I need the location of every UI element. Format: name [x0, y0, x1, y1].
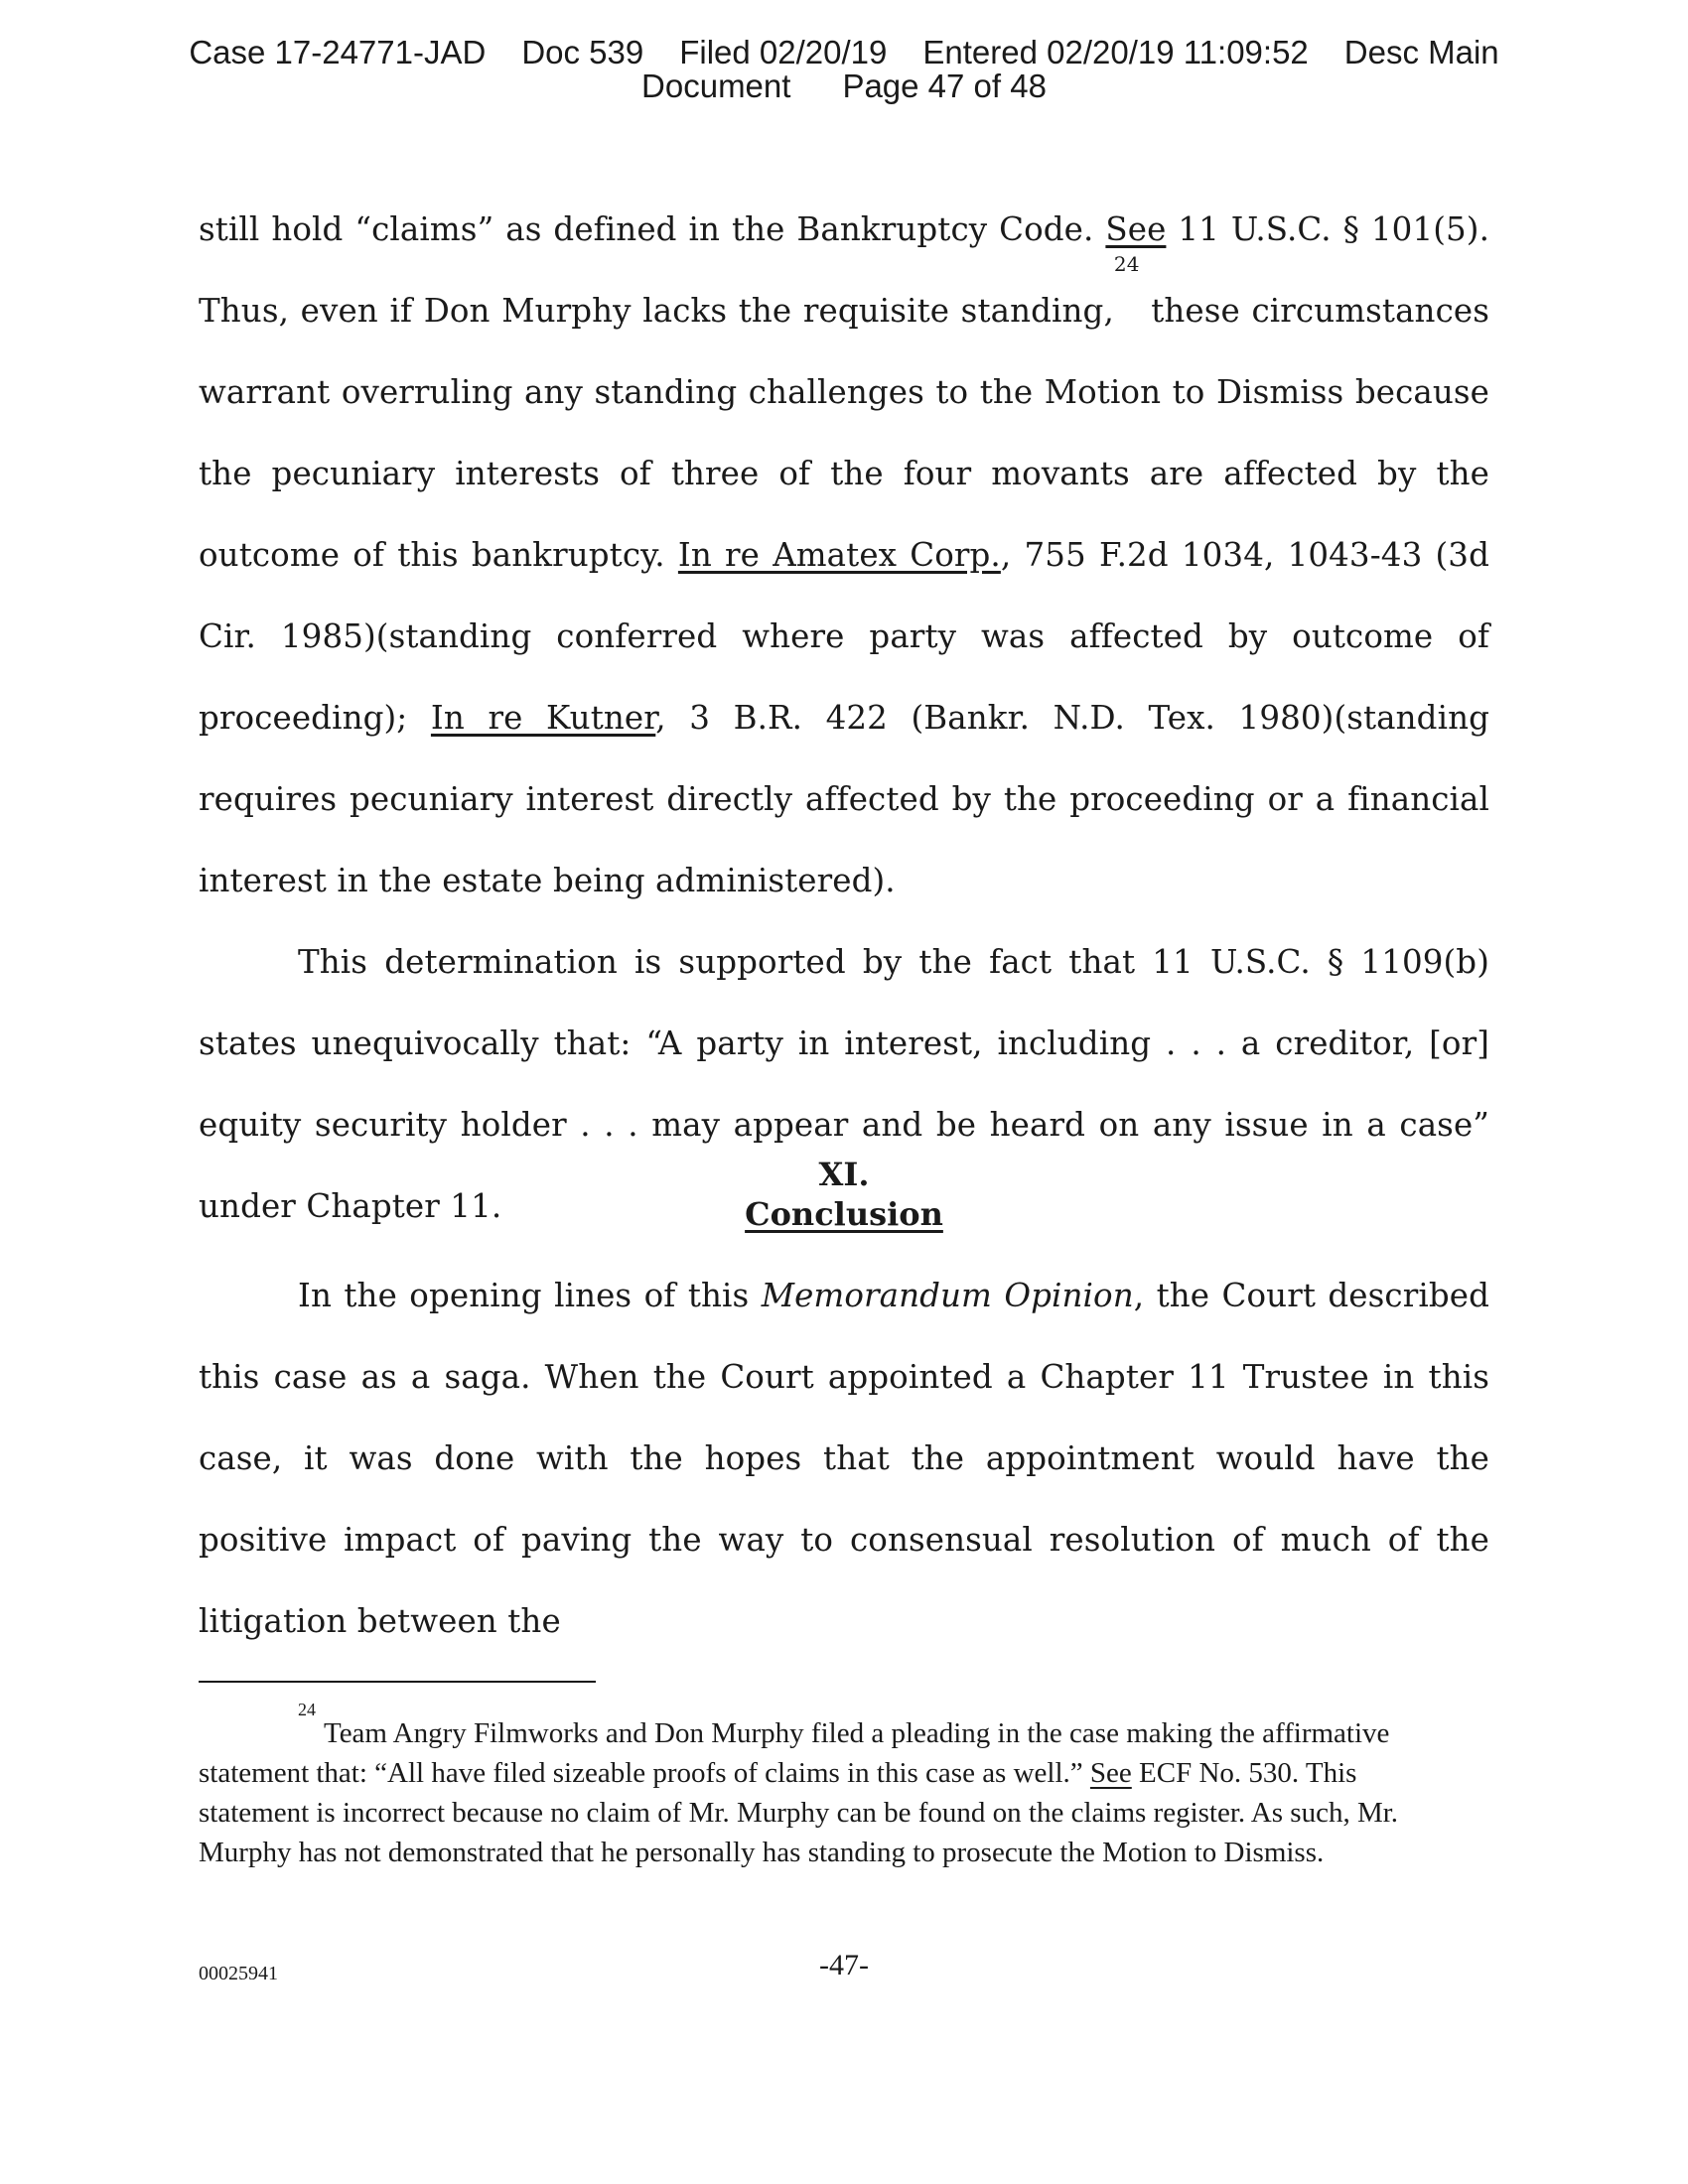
desc-label: Desc Main — [1343, 34, 1499, 70]
footnote-number: 24 — [298, 1700, 316, 1719]
entered-date: Entered 02/20/19 11:09:52 — [922, 34, 1309, 70]
opinion-body — [199, 189, 1489, 1247]
paragraph-1109b: This determination is supported by the fact that 11 U.S.C. § 1109(b) states unequivocally that: “A party in interest, including . . . a creditor, [or] equity security holder . . . may appear and be heard on any issue in a case” under Chapter 11. — [199, 943, 1489, 1225]
memorandum-opinion-title: Memorandum Opinion — [761, 1277, 1134, 1314]
section-title: Conclusion — [745, 1195, 943, 1233]
page-of-label: Page 47 of 48 — [842, 68, 1047, 104]
ecf-header-line-2 — [0, 69, 1688, 103]
footnote-reference[interactable]: 24 — [1113, 252, 1140, 276]
ecf-header — [0, 36, 1688, 103]
ecf-header-line-1 — [0, 36, 1688, 69]
paragraph-standing: still hold “claims” as defined in the Bankruptcy Code. See 11 U.S.C. § 101(5). Thus, even if Don Murphy lacks the requisite standing,$^{24}$ these circumstances warrant overruling any standing challenges to the Motion to Dismiss because the pecuniary interests of three of the four movants are affected by the outcome of this bankruptcy. In re Amatex Corp., 755 F.2d 1034, 1043-43 (3d Cir. 1985)(standing conferred where party was affected by outcome of proceeding); In re Kutner, 3 B.R. 422 (Bankr. N.D. Tex. 1980)(standing requires pecuniary interest directly affected by the proceeding or a financial interest in the estate being administered). — [199, 210, 1490, 899]
footnote-see-signal: See — [1089, 1757, 1132, 1789]
case-number: Case 17-24771-JAD — [189, 34, 487, 70]
footnote-divider — [199, 1681, 596, 1683]
section-number: XI. — [818, 1156, 870, 1193]
case-citation-kutner: In re Kutner — [430, 699, 656, 737]
page-number: -47- — [819, 1949, 869, 1981]
filed-date: Filed 02/20/19 — [679, 34, 888, 70]
case-citation-amatex: In re Amatex Corp. — [677, 536, 1001, 574]
footnote-24: $^{24}$Team Angry Filmworks and Don Murphy filed a pleading in the case making the affirmative statement that: “All have filed sizeable proofs of claims in this case as well.” See ECF No. 530. This statement is incorrect because no claim of Mr. Murphy can be found on the claims register. As such, Mr. Murphy has not demonstrated that he personally has standing to prosecute the Motion to Dismiss. — [199, 1700, 1399, 1868]
paragraph-conclusion: In the opening lines of this Memorandum Opinion, the Court described this case as a saga. When the Court appointed a Chapter 11 Trustee in this case, it was done with the hopes that the appointment would have the positive impact of paving the way to consensual resolution of much of the litigation between the — [199, 1277, 1489, 1640]
doc-number: Doc 539 — [521, 34, 644, 70]
document-id: 00025941 — [199, 1963, 278, 1984]
citation-signal-see: See — [1105, 210, 1167, 248]
document-label: Document — [641, 68, 791, 104]
conclusion-body — [199, 1255, 1489, 1662]
